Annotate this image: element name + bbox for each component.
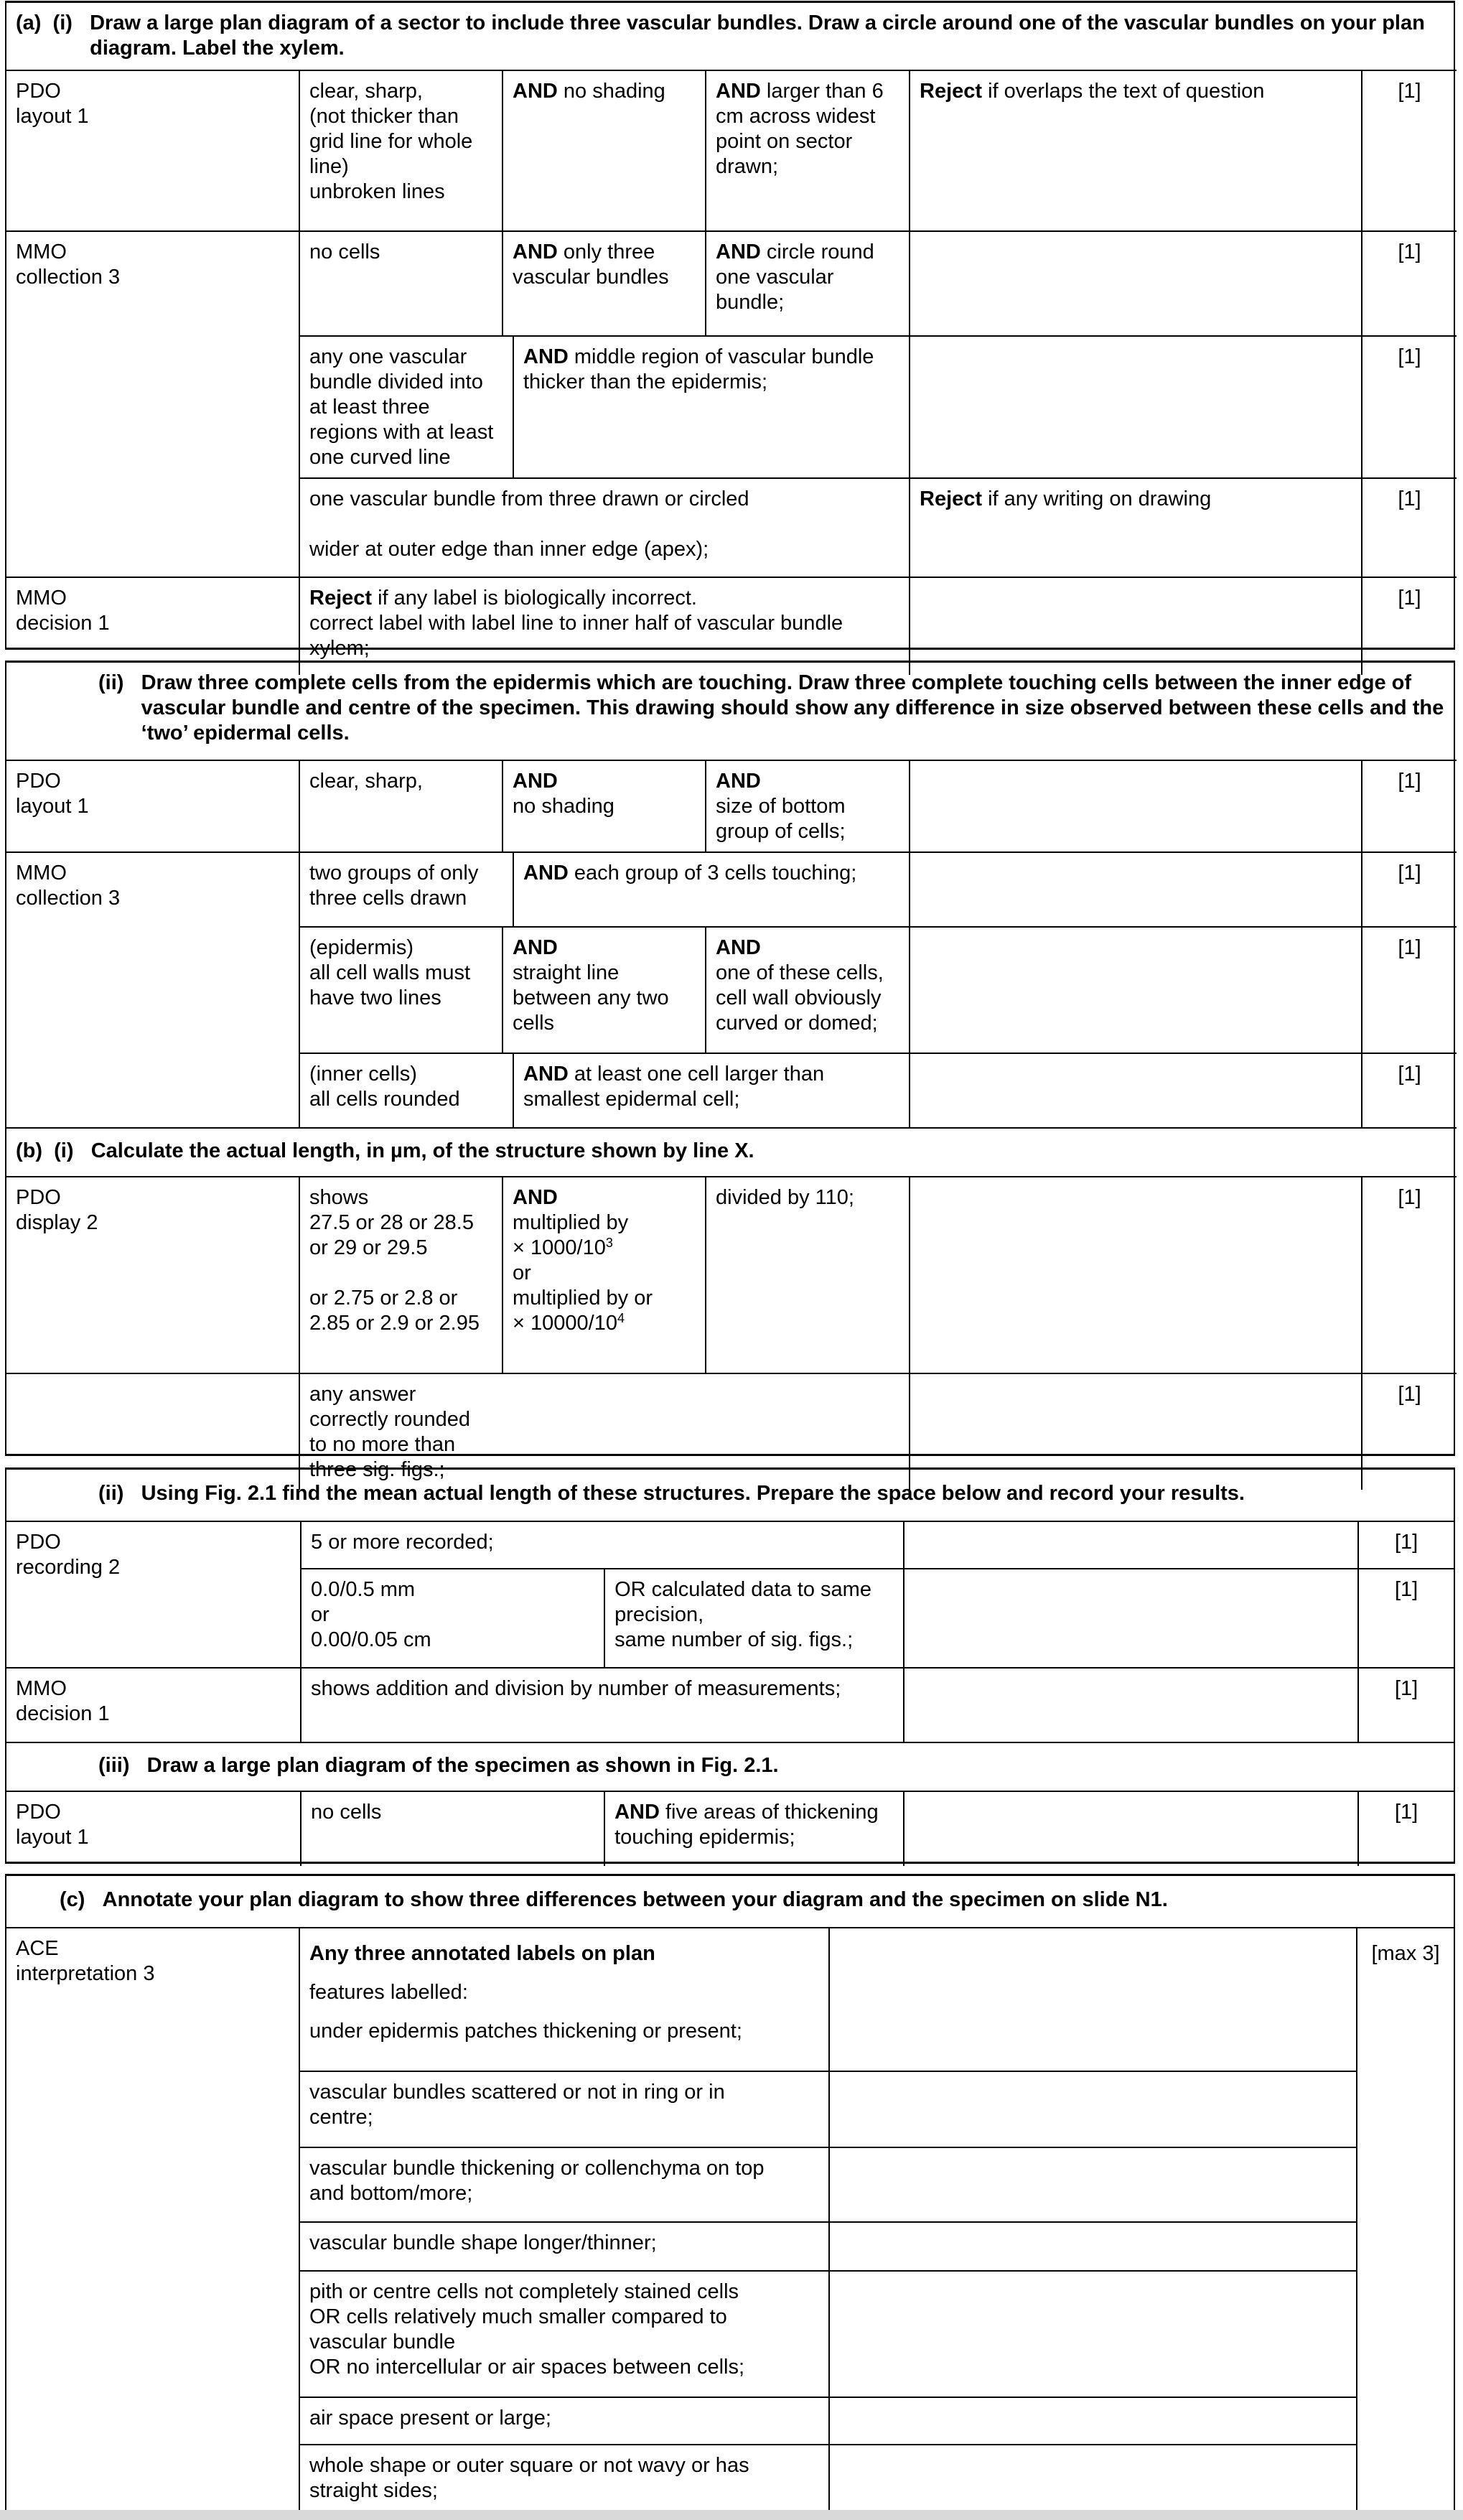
mark-cell: [1] bbox=[1358, 1791, 1454, 1866]
skill-label: PDO display 2 bbox=[6, 1177, 299, 1373]
skill-label: PDO recording 2 bbox=[6, 1521, 301, 1668]
criterion-cell: vascular bundle shape longer/thinner; bbox=[299, 2222, 829, 2271]
question-number: (ii) bbox=[98, 671, 124, 694]
criterion-cell: one vascular bundle from three drawn or circled wider at outer edge than inner edge (apex); bbox=[299, 478, 910, 577]
question-number: (ii) bbox=[98, 1482, 124, 1505]
criterion-cell: OR calculated data to same precision, same number of sig. figs.; bbox=[604, 1569, 904, 1668]
guidance-cell bbox=[829, 2071, 1357, 2147]
criterion-cell: AND larger than 6 cm across widest point on sector drawn; bbox=[706, 70, 910, 231]
criterion-cell: (epidermis) all cell walls must have two lines bbox=[299, 927, 503, 1053]
mark-cell: [1] bbox=[1362, 1177, 1457, 1373]
question-number: (iii) bbox=[98, 1754, 130, 1777]
criterion-cell: AND five areas of thickening touching epidermis; bbox=[604, 1791, 904, 1866]
question-text: Annotate your plan diagram to show three differences between your diagram and the specimen on slide N1. bbox=[102, 1888, 1168, 1911]
mark-cell: [1] bbox=[1362, 231, 1457, 336]
skill-label: PDO layout 1 bbox=[6, 1791, 301, 1866]
criterion-cell: no cells bbox=[301, 1791, 604, 1866]
criterion-cell: AND circle round one vascular bundle; bbox=[706, 231, 910, 336]
criterion-cell: two groups of only three cells drawn bbox=[299, 852, 513, 927]
guidance-cell bbox=[829, 2222, 1357, 2271]
skill-label: MMO decision 1 bbox=[6, 577, 299, 675]
criterion-cell: AND size of bottom group of cells; bbox=[706, 760, 910, 852]
criterion-cell: any answer correctly rounded to no more than three sig. figs.; bbox=[299, 1373, 910, 1490]
guidance-cell bbox=[910, 231, 1362, 336]
mark-cell: [1] bbox=[1362, 1373, 1457, 1490]
criterion-cell: Any three annotated labels on plan features labelled: under epidermis patches thickening or present; bbox=[299, 1928, 829, 2071]
guidance-cell bbox=[829, 2445, 1357, 2519]
criterion-cell: AND multiplied by × $1000/10^3$ or multiplied by or × $10000/10^4$ bbox=[503, 1177, 706, 1373]
section-a-i bbox=[5, 1, 1455, 660]
question-number: (c) bbox=[60, 1888, 85, 1911]
question-text: Draw three complete cells from the epidermis which are touching. Draw three complete touching cells between the inner edge of vascular bundle and centre of the specimen. This drawing should show any difference in size observed between these cells and the ‘two’ epidermal cells. bbox=[141, 671, 1444, 745]
skill-label: ACE interpretation 3 bbox=[6, 1928, 299, 2519]
guidance-cell bbox=[910, 852, 1362, 927]
mark-cell: [1] bbox=[1362, 336, 1457, 478]
criterion-cell: AND one of these cells, cell wall obviously curved or domed; bbox=[706, 927, 910, 1053]
criterion-cell: divided by 110; bbox=[706, 1177, 910, 1373]
guidance-cell bbox=[904, 1521, 1358, 1569]
guidance-cell: Reject if any writing on drawing bbox=[910, 478, 1362, 577]
guidance-cell bbox=[904, 1569, 1358, 1668]
skill-label: MMO collection 3 bbox=[6, 231, 299, 577]
question-number: (a) (i) bbox=[16, 11, 73, 34]
criterion-cell: 0.0/0.5 mm or 0.00/0.05 cm bbox=[301, 1569, 604, 1668]
question-heading bbox=[6, 1742, 1454, 1791]
skill-label: PDO layout 1 bbox=[6, 760, 299, 852]
section-c bbox=[5, 1874, 1455, 2520]
mark-cell: [1] bbox=[1362, 852, 1457, 927]
question-text: Using Fig. 2.1 find the mean actual length of these structures. Prepare the space below and record your results. bbox=[141, 1482, 1245, 1505]
section-a-ii-b-i bbox=[5, 661, 1455, 1481]
question-text: Draw a large plan diagram of the specimen as shown in Fig. 2.1. bbox=[146, 1754, 779, 1777]
mark-cell: [1] bbox=[1362, 70, 1457, 231]
mark-cell: [max 3] bbox=[1357, 1928, 1454, 2519]
skill-label: PDO layout 1 bbox=[6, 70, 299, 231]
guidance-cell bbox=[910, 1177, 1362, 1373]
criterion-cell: shows addition and division by number of measurements; bbox=[301, 1668, 904, 1742]
guidance-cell bbox=[910, 1053, 1362, 1128]
question-heading bbox=[6, 3, 1457, 70]
criterion-cell: pith or centre cells not completely stained cells OR cells relatively much smaller compared to vascular bundle OR no intercellular or air spaces between cells; bbox=[299, 2271, 829, 2397]
guidance-cell: Reject if overlaps the text of question bbox=[910, 70, 1362, 231]
guidance-cell bbox=[829, 2147, 1357, 2222]
criterion-cell: air space present or large; bbox=[299, 2397, 829, 2445]
mark-cell: [1] bbox=[1362, 478, 1457, 577]
criterion-cell: clear, sharp, (not thicker than grid line for whole line) unbroken lines bbox=[299, 70, 503, 231]
guidance-cell bbox=[910, 336, 1362, 478]
criterion-cell: AND no shading bbox=[503, 70, 706, 231]
question-number: (b) (i) bbox=[16, 1139, 74, 1162]
guidance-cell bbox=[829, 2271, 1357, 2397]
criterion-cell: AND no shading bbox=[503, 760, 706, 852]
criterion-cell: (inner cells) all cells rounded bbox=[299, 1053, 513, 1128]
mark-cell: [1] bbox=[1358, 1668, 1454, 1742]
question-heading bbox=[6, 1876, 1454, 1928]
guidance-cell bbox=[904, 1791, 1358, 1866]
criterion-cell: clear, sharp, bbox=[299, 760, 503, 852]
mark-cell: [1] bbox=[1358, 1521, 1454, 1569]
criterion-cell: AND only three vascular bundles bbox=[503, 231, 706, 336]
criterion-cell: AND each group of 3 cells touching; bbox=[513, 852, 910, 927]
skill-label: MMO decision 1 bbox=[6, 1668, 301, 1742]
criterion-cell: vascular bundles scattered or not in ring or in centre; bbox=[299, 2071, 829, 2147]
guidance-cell bbox=[910, 927, 1362, 1053]
guidance-cell bbox=[829, 1928, 1357, 2071]
skill-label: MMO collection 3 bbox=[6, 852, 299, 1128]
mark-cell: [1] bbox=[1362, 760, 1457, 852]
criterion-cell: no cells bbox=[299, 231, 503, 336]
criterion-cell: whole shape or outer square or not wavy or has straight sides; bbox=[299, 2445, 829, 2519]
mark-cell: [1] bbox=[1362, 1053, 1457, 1128]
page-bottom-band bbox=[0, 2510, 1463, 2520]
question-text: Calculate the actual length, in µm, of the structure shown by line X. bbox=[90, 1139, 754, 1162]
guidance-cell bbox=[910, 760, 1362, 852]
question-heading bbox=[6, 1128, 1457, 1177]
question-heading bbox=[6, 1470, 1454, 1521]
criterion-cell: AND middle region of vascular bundle thicker than the epidermis; bbox=[513, 336, 910, 478]
mark-cell: [1] bbox=[1362, 927, 1457, 1053]
guidance-cell bbox=[904, 1668, 1358, 1742]
criterion-cell: AND straight line between any two cells bbox=[503, 927, 706, 1053]
mark-cell: [1] bbox=[1362, 577, 1457, 675]
criterion-cell: shows 27.5 or 28 or 28.5 or 29 or 29.5 or 2.75 or 2.8 or 2.85 or 2.9 or 2.95 bbox=[299, 1177, 503, 1373]
section-b-ii-b-iii bbox=[5, 1467, 1455, 1864]
criterion-cell: vascular bundle thickening or collenchyma on top and bottom/more; bbox=[299, 2147, 829, 2222]
question-heading bbox=[6, 663, 1457, 760]
guidance-cell bbox=[829, 2397, 1357, 2445]
mark-cell: [1] bbox=[1358, 1569, 1454, 1668]
criterion-cell: Reject if any label is biologically incorrect. correct label with label line to inner half of vascular bundle xylem; bbox=[299, 577, 910, 675]
criterion-cell: AND at least one cell larger than smallest epidermal cell; bbox=[513, 1053, 910, 1128]
question-text: Draw a large plan diagram of a sector to include three vascular bundles. Draw a circle around one of the vascular bundles on your plan diagram. Label the xylem. bbox=[90, 11, 1425, 60]
criterion-cell: 5 or more recorded; bbox=[301, 1521, 904, 1569]
criterion-cell: any one vascular bundle divided into at least three regions with at least one curved line bbox=[299, 336, 513, 478]
